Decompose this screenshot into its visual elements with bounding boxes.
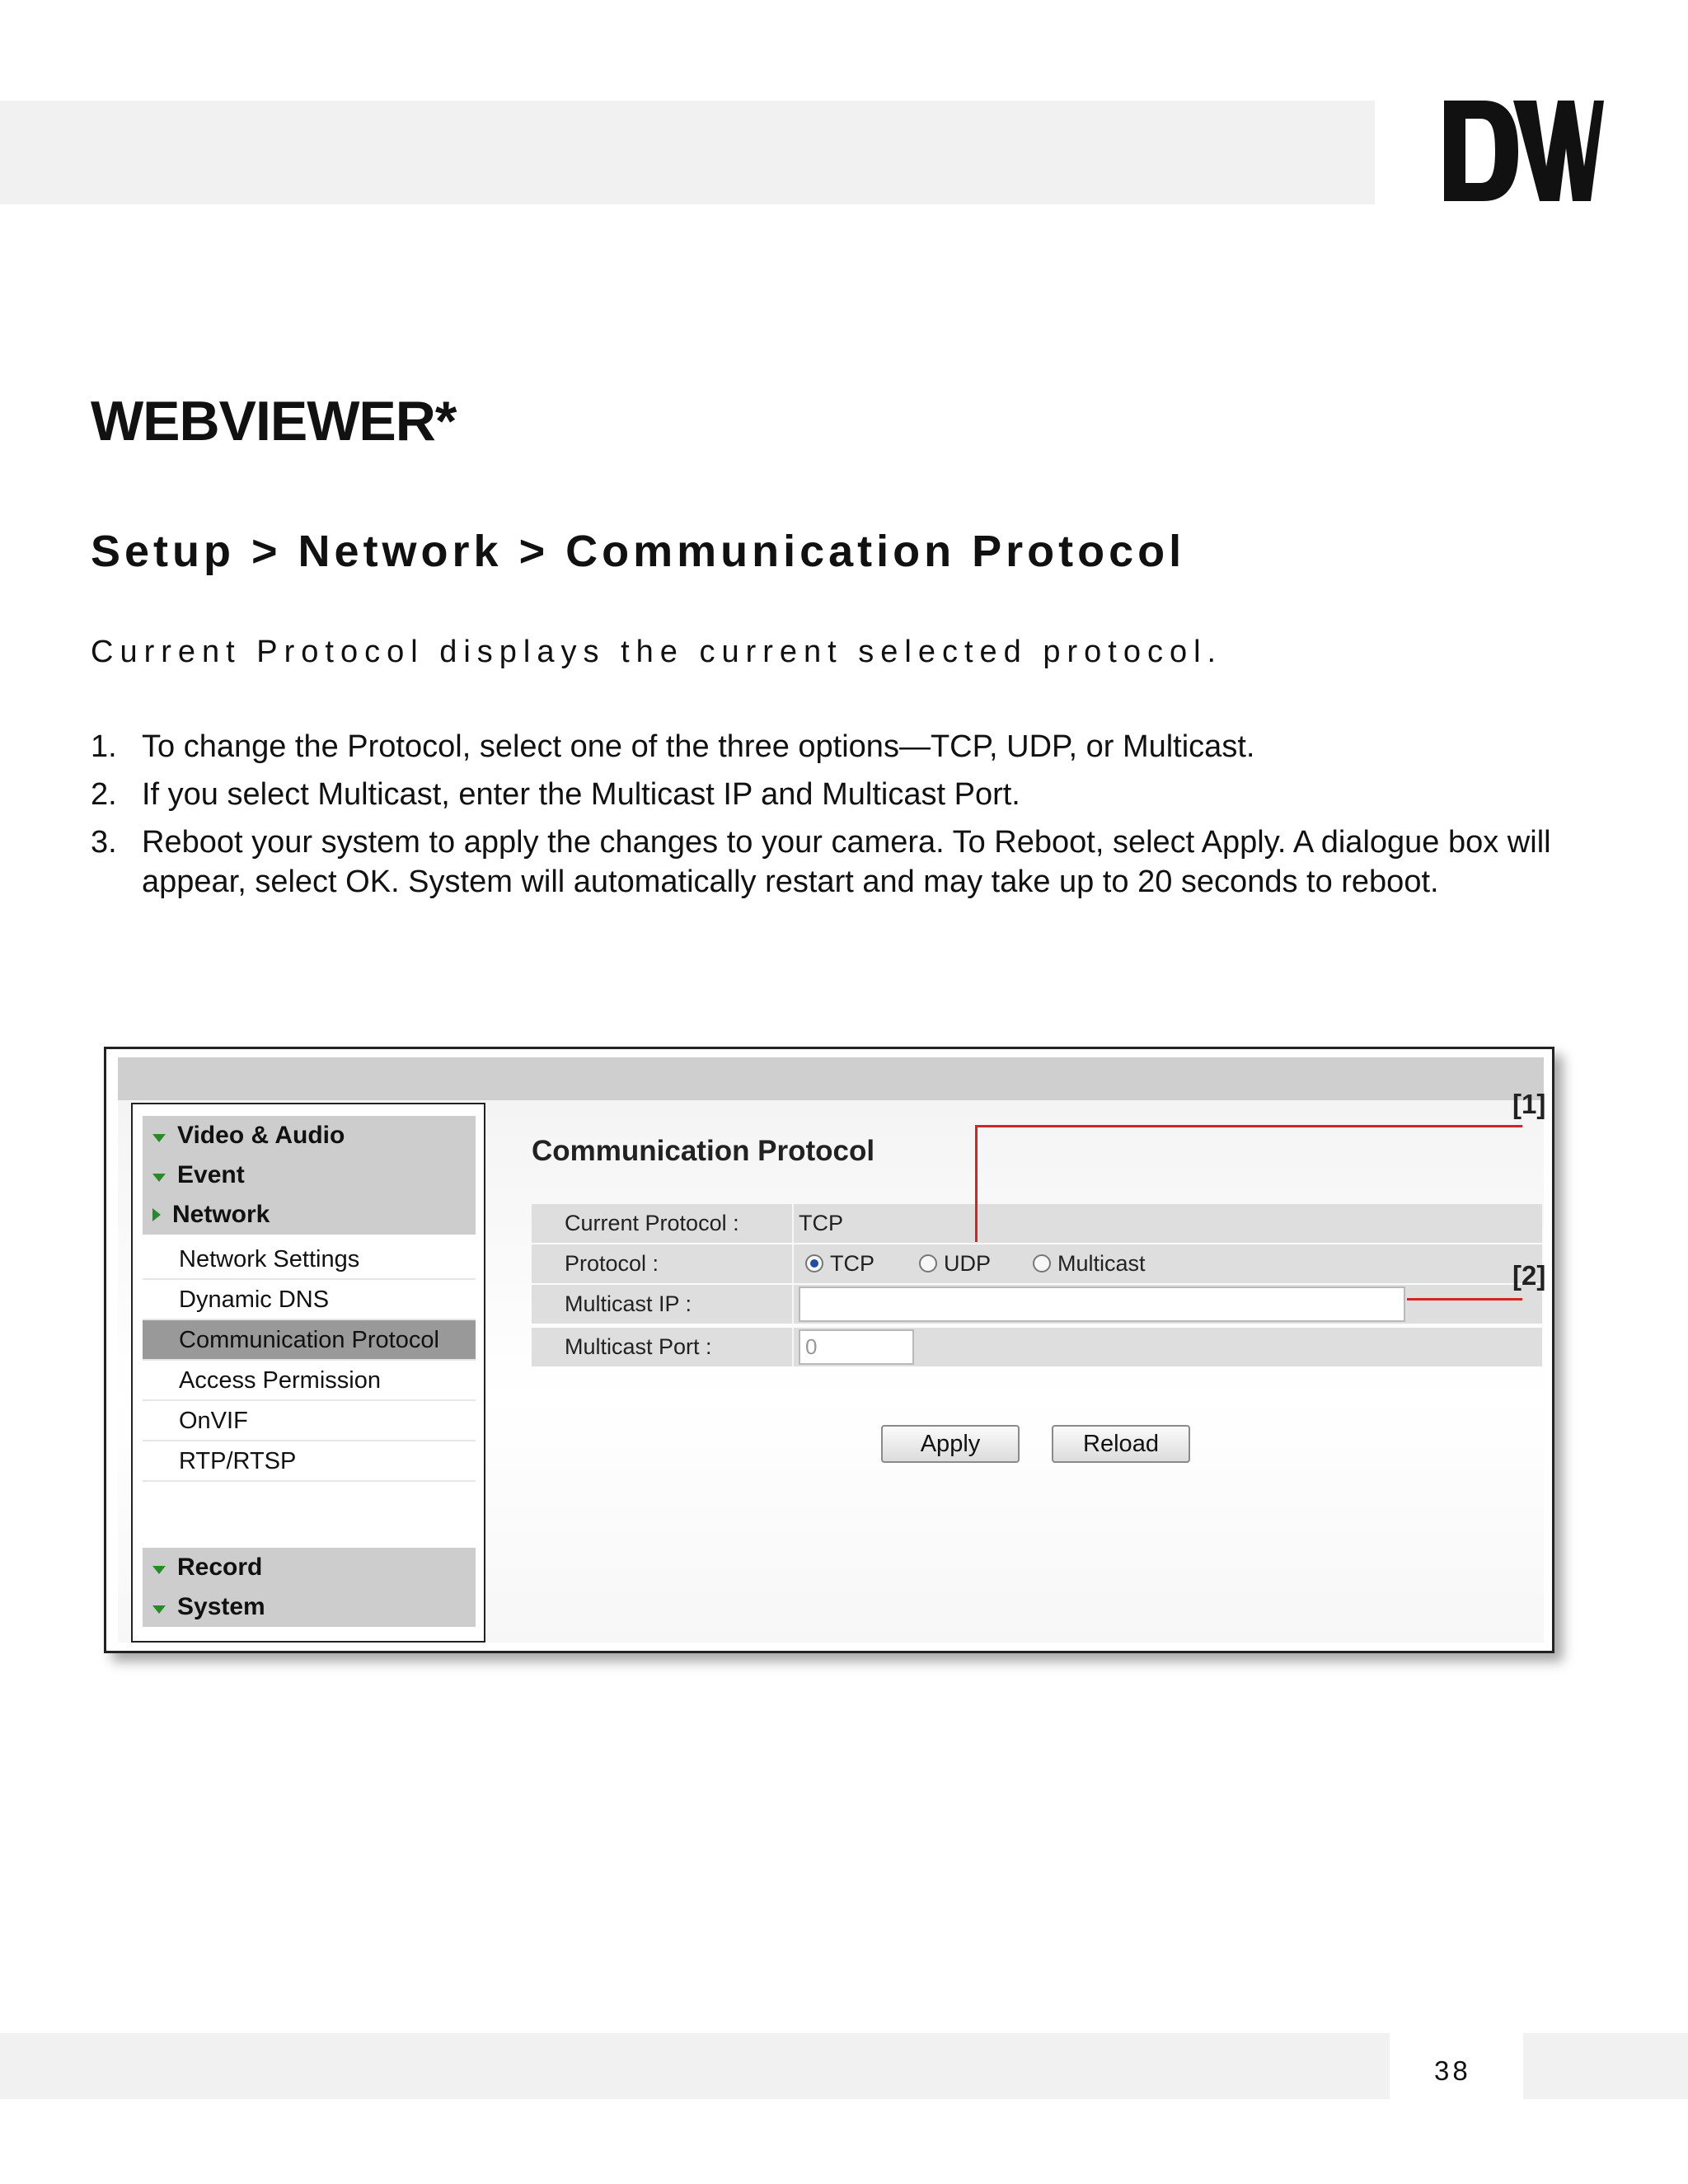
radio-multicast[interactable] [1033,1254,1051,1272]
radio-tcp[interactable] [805,1254,823,1272]
step-number: 2. [91,777,117,812]
section-title: Setup > Network > Communication Protocol [91,527,1186,576]
sidebar-item-access-permission[interactable]: Access Permission [143,1361,476,1401]
column-divider [792,1285,794,1324]
menu-video-audio[interactable] [143,1116,476,1155]
menu-group-bottom [143,1548,476,1627]
menu-label: System [177,1593,265,1620]
footer-bar [0,2033,1390,2099]
menu-network[interactable] [143,1195,476,1235]
multicast-port-label: Multicast Port : [565,1334,712,1359]
multicast-ip-input[interactable] [799,1286,1405,1322]
multicast-ip-label: Multicast IP : [565,1291,692,1316]
callout-1-line-horizontal [975,1125,1522,1127]
panel-title: Communication Protocol [532,1135,875,1167]
menu-label: Event [177,1161,245,1188]
collapse-arrow-icon [152,1208,161,1221]
sidebar-item-network-settings[interactable]: Network Settings [143,1240,476,1280]
multicast-port-row [532,1328,1542,1366]
intro-text: Current Protocol displays the current selected protocol. [91,635,1223,669]
sidebar-item-onvif[interactable]: OnVIF [143,1401,476,1441]
step-item [91,823,1591,902]
page-title: WEBVIEWER* [91,390,457,452]
radio-multicast-label[interactable]: Multicast [1057,1251,1146,1276]
radio-udp-label[interactable]: UDP [944,1251,992,1276]
header-bar [0,101,1375,204]
menu-group-top [143,1116,476,1235]
menu-event[interactable] [143,1155,476,1195]
step-item [91,775,1591,814]
dw-logo [1441,97,1606,204]
menu-label: Record [177,1554,263,1581]
page-number: 38 [1434,2055,1471,2086]
protocol-label: Protocol : [565,1251,659,1276]
multicast-port-input[interactable] [799,1329,914,1365]
steps-list [91,727,1591,910]
step-text: To change the Protocol, select one of the three options—TCP, UDP, or Multicast. [142,729,1255,764]
menu-record[interactable] [143,1548,476,1587]
callout-1-line-vertical [975,1125,978,1242]
radio-tcp-label[interactable]: TCP [830,1251,874,1276]
apply-button[interactable]: Apply [881,1425,1020,1463]
multicast-ip-row [532,1285,1542,1324]
column-divider [792,1328,794,1366]
step-text: Reboot your system to apply the changes to your camera. To Reboot, select Apply. A dialogue box will appear, select OK. System will automatically restart and may take up to 20 seconds to reboot. [142,825,1551,899]
current-protocol-value: TCP [799,1211,843,1235]
sidebar-item-dynamic-dns[interactable]: Dynamic DNS [143,1280,476,1320]
radio-udp[interactable] [919,1254,937,1272]
expand-arrow-icon [152,1605,166,1614]
menu-label: Network [172,1201,270,1228]
footer-bar-right [1523,2033,1688,2099]
step-item [91,727,1591,766]
callout-2-label: [2] [1512,1260,1546,1291]
callout-1-label: [1] [1512,1089,1546,1119]
expand-arrow-icon [152,1134,166,1142]
menu-system[interactable] [143,1587,476,1627]
expand-arrow-icon [152,1174,166,1182]
column-divider [792,1244,794,1283]
step-number: 1. [91,729,117,764]
expand-arrow-icon [152,1566,166,1574]
setup-sidebar [131,1103,485,1643]
current-protocol-label: Current Protocol : [565,1211,739,1235]
menu-label: Video & Audio [177,1122,345,1149]
webviewer-screenshot [104,1047,1554,1653]
current-protocol-row [532,1204,1542,1243]
screenshot-top-bar [118,1057,1544,1100]
step-text: If you select Multicast, enter the Multicast IP and Multicast Port. [142,777,1020,812]
protocol-row [532,1244,1542,1283]
callout-2-line [1407,1298,1522,1301]
sidebar-item-rtp-rtsp[interactable]: RTP/RTSP [143,1441,476,1482]
sidebar-item-communication-protocol[interactable]: Communication Protocol [143,1320,476,1361]
reload-button[interactable]: Reload [1052,1425,1190,1463]
step-number: 3. [91,825,117,860]
column-divider [792,1204,794,1243]
